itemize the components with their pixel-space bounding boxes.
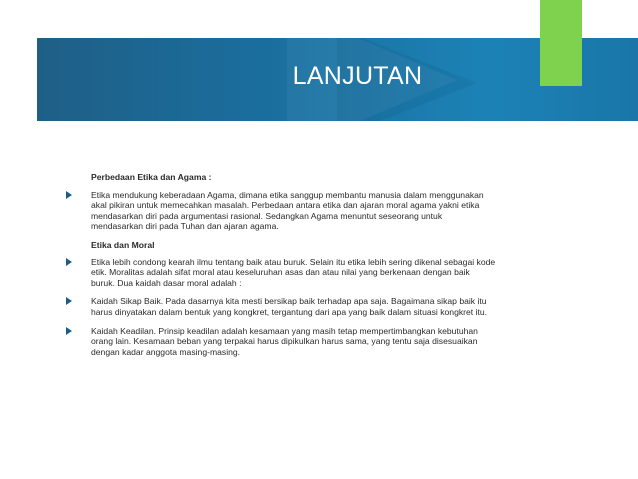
section-heading-etika-moral: Etika dan Moral: [91, 239, 155, 250]
slide-body: [66, 172, 496, 365]
bullet-item: [66, 257, 496, 289]
green-accent-bar: [540, 0, 582, 86]
arrow-bullet-icon: [66, 258, 72, 266]
arrow-bullet-icon: [66, 297, 72, 305]
bullet-item: [66, 326, 496, 358]
arrow-bullet-icon: [66, 191, 72, 199]
arrow-bullet-icon: [66, 327, 72, 335]
bullet-text: Etika lebih condong kearah ilmu tentang baik atau buruk. Selain itu etika lebih sering dikenal sebagai kode etik. Moralitas adalah sifat moral atau keseluruhan asas dan atau nilai yang berkenaan dengan baik buruk. Dua kaidah dasar moral adalah :: [91, 256, 496, 288]
bullet-item: [66, 190, 496, 232]
bullet-text: Kaidah Keadilan. Prinsip keadilan adalah kesamaan yang masih tetap mempertimbangkan kebutuhan orang lain. Kesamaan beban yang terpakai harus dipikulkan harus sama, yang tentu saja disesuaikan dengan kadar anggota masing-masing.: [91, 325, 478, 357]
bullet-text: Kaidah Sikap Baik. Pada dasarnya kita mesti bersikap baik terhadap apa saja. Bagaimana sikap baik itu harus dinyatakan dalam bentuk yang kongkret, tergantung dari apa yang baik dalam situasi kongkret itu.: [91, 296, 488, 317]
slide-title: LANJUTAN: [292, 62, 423, 90]
section-heading-etika-agama: Perbedaan Etika dan Agama :: [91, 172, 212, 182]
bullet-item: [66, 296, 496, 317]
bullet-text: Etika mendukung keberadaan Agama, dimana etika sanggup membantu manusia dalam menggunakan akal pikiran untuk memecahkan masalah. Perbedaan antara etika dan ajaran moral agama yakni etika mendasarkan diri pada argumentasi rasional. Sedangkan Agama menuntut seseorang untuk mendasarkan diri pada Tuhan dan ajaran agama.: [91, 189, 484, 232]
